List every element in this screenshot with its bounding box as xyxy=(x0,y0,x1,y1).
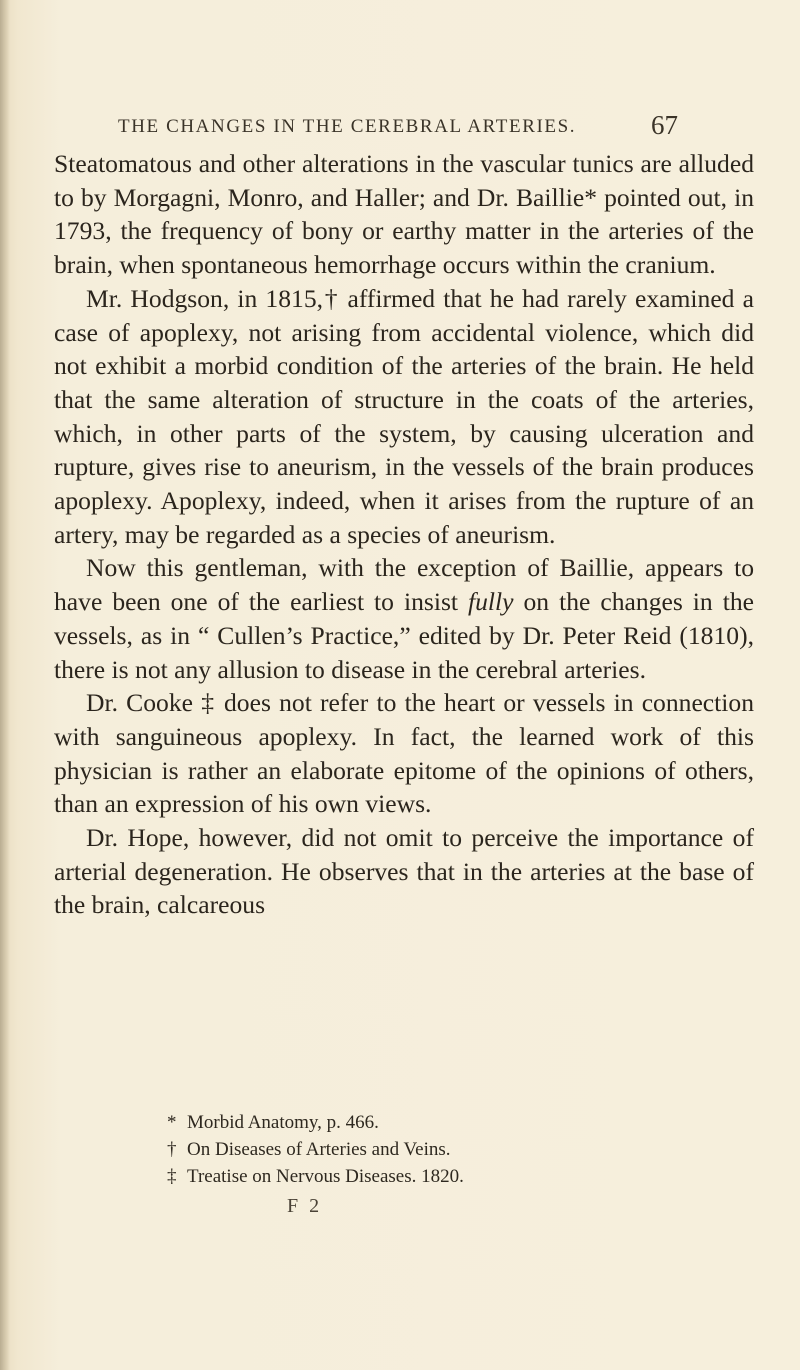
footnote-2-text: On Diseases of Arteries and Veins. xyxy=(187,1139,451,1160)
paragraph-5 xyxy=(54,821,754,922)
paragraph-3-italic-word: fully xyxy=(468,587,514,617)
page-number: 67 xyxy=(651,110,678,140)
running-head: THE CHANGES IN THE CEREBRAL ARTERIES. xyxy=(118,116,577,137)
footnote-2 xyxy=(167,1136,727,1163)
page-binding-edge xyxy=(0,0,10,1370)
signature-mark: F 2 xyxy=(287,1195,323,1217)
footnote-3-text: Treatise on Nervous Diseases. 1820. xyxy=(187,1166,464,1187)
paragraph-5-text: Dr. Hope, however, did not omit to perceive the importance of arterial degeneration. He observes that in the arteries at the base of the brain, calcareous xyxy=(54,823,754,920)
footnote-2-mark: † xyxy=(167,1139,177,1160)
paragraph-3-text-b: on the changes in the vessels, as in “ Cullen’s Practice,” edited by Dr. Peter Reid (1810), there is not any allusion to disease in the cerebral arteries. xyxy=(54,587,754,684)
footnote-3-mark: ‡ xyxy=(167,1166,177,1187)
paragraph-3 xyxy=(54,551,754,686)
paragraph-3-text-a: Now this gentleman, with the exception of Baillie, appears to have been one of the earliest to insist xyxy=(54,553,754,617)
paragraph-1-text: Steatomatous and other alterations in the vascular tunics are alluded to by Morgagni, Monro, and Haller; and Dr. Baillie* pointed out, in 1793, the frequency of bony or earthy matter in the arteries of the brain, when spontaneous hemorrhage occurs within the cranium. xyxy=(54,149,754,280)
footnotes xyxy=(167,1109,727,1190)
paragraph-2-text: Mr. Hodgson, in 1815,† affirmed that he had rarely examined a case of apoplexy, not arising from accidental violence, which did not exhibit a morbid condition of the arteries of the brain. He held that the same alteration of structure in the coats of the arteries, which, in other parts of the system, by causing ulceration and rupture, gives rise to aneurism, in the vessels of the brain produces apoplexy. Apoplexy, indeed, when it arises from the rupture of an artery, may be regarded as a species of aneurism. xyxy=(54,283,754,549)
paragraph-4-text: Dr. Cooke ‡ does not refer to the heart or vessels in connection with sanguineous apoplexy. In fact, the learned work of this physician is rather an elaborate epitome of the opinions of others, than an expression of his own views. xyxy=(54,688,754,819)
footnote-1-text: Morbid Anatomy, p. 466. xyxy=(187,1112,379,1133)
page-header xyxy=(118,112,678,146)
paragraph-2 xyxy=(54,282,754,552)
footnote-1-mark: * xyxy=(167,1112,177,1133)
paragraph-4 xyxy=(54,686,754,821)
paragraph-1 xyxy=(54,147,754,282)
footnote-3 xyxy=(167,1163,727,1190)
footnote-1 xyxy=(167,1109,727,1136)
body-text xyxy=(54,147,754,922)
